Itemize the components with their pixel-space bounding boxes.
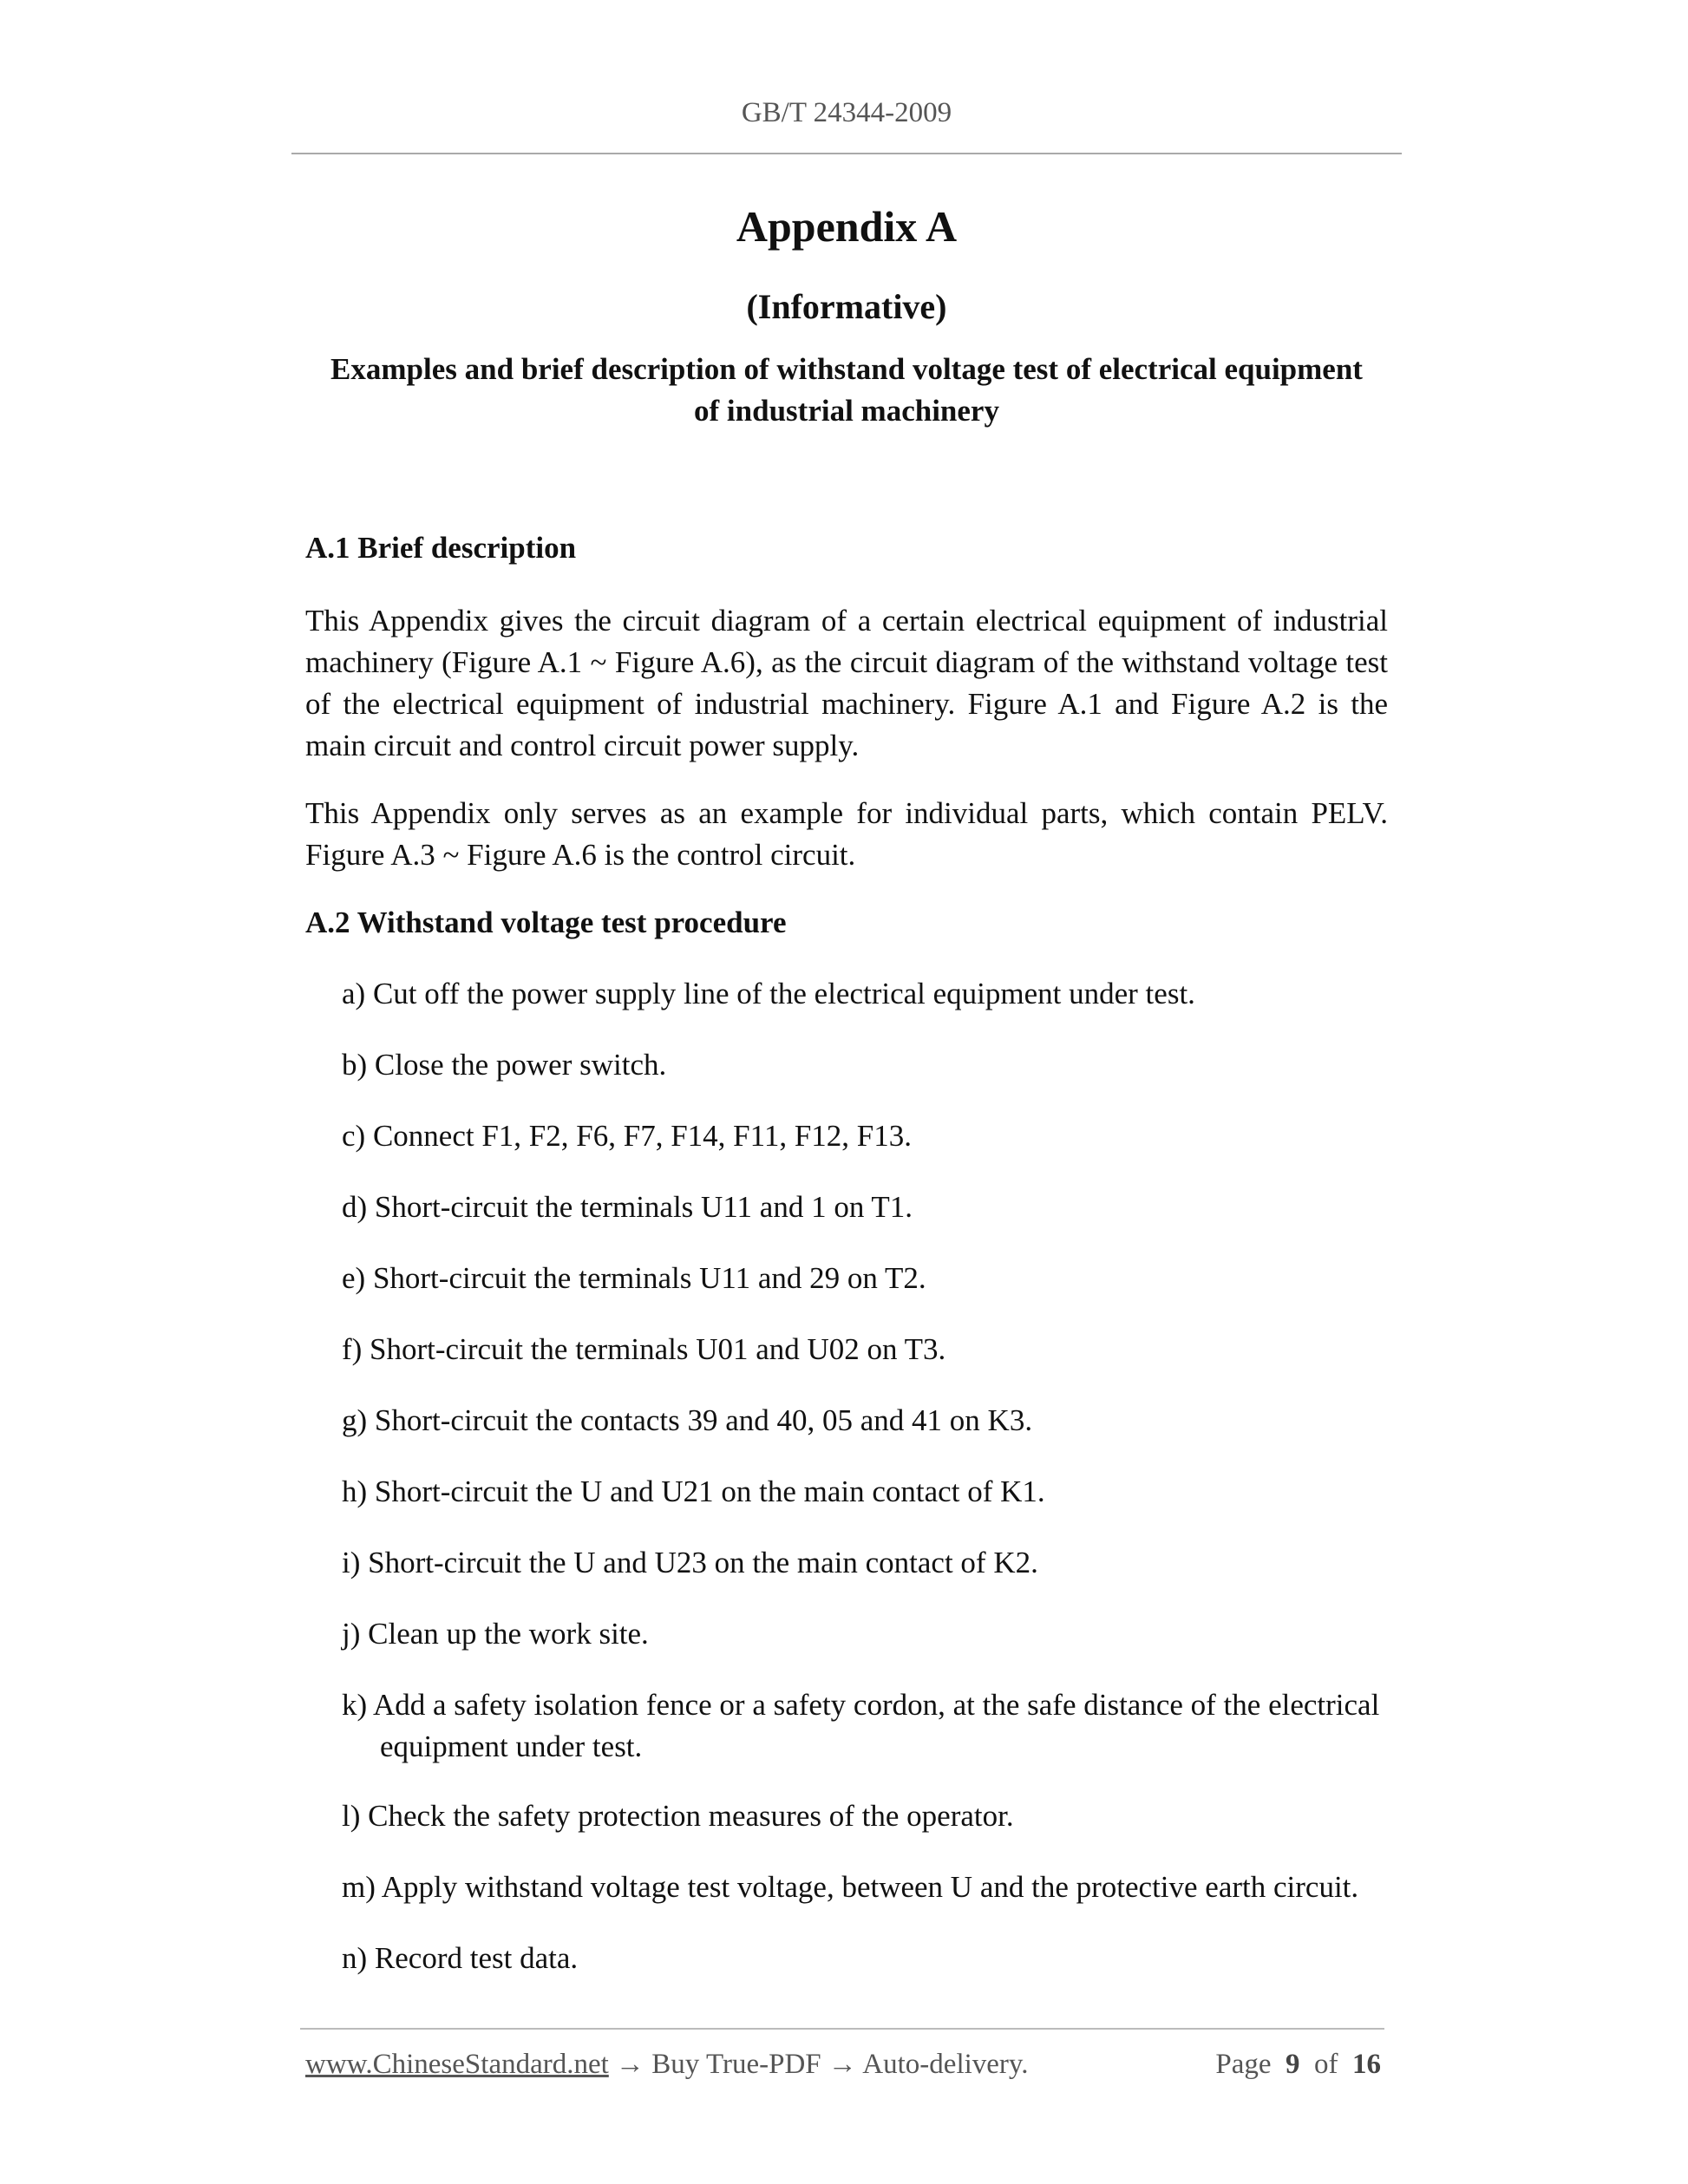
appendix-subtitle-line1: Examples and brief description of withstand voltage test of electrical equipment [330, 352, 1363, 386]
section-a1-paragraph-1: This Appendix gives the circuit diagram of a certain electrical equipment of industrial machinery (Figure A.1 ~ Figure A.6), as the circuit diagram of the withstand voltage test of the electrical equipment of industrial machinery. Figure A.1 and Figure A.2 is the main circuit and control circuit power supply. [305, 604, 1388, 762]
procedure-step-c: c) Connect F1, F2, F6, F7, F14, F11, F12, F13. [342, 1119, 913, 1153]
page-total: 16 [1352, 2049, 1381, 2080]
procedure-step-g: g) Short-circuit the contacts 39 and 40, 05 and 41 on K3. [342, 1403, 1033, 1437]
page-of-label: of [1314, 2049, 1338, 2080]
procedure-step-j: j) Clean up the work site. [342, 1617, 649, 1651]
page-counter [1215, 2049, 1381, 2081]
appendix-subtitle-line2: of industrial machinery [694, 394, 999, 428]
page-number: 9 [1286, 2049, 1300, 2080]
appendix-subtitle [291, 349, 1402, 432]
procedure-step-d: d) Short-circuit the terminals U11 and 1 on T1. [342, 1190, 913, 1224]
page-header-doc-id: GB/T 24344-2009 [741, 97, 952, 128]
procedure-step-l: l) Check the safety protection measures of the operator. [342, 1799, 1014, 1833]
appendix-informative-label: (Informative) [746, 287, 947, 326]
procedure-step-a: a) Cut off the power supply line of the electrical equipment under test. [342, 977, 1195, 1010]
appendix-title: Appendix A [736, 202, 958, 251]
procedure-step-k: k) Add a safety isolation fence or a safety cordon, at the safe distance of the electrical equipment under test. [342, 1688, 1380, 1763]
section-a1-heading: A.1 Brief description [305, 531, 577, 565]
procedure-step-h: h) Short-circuit the U and U21 on the main contact of K1. [342, 1475, 1045, 1508]
footer-divider [300, 2028, 1384, 2030]
procedure-step-i: i) Short-circuit the U and U23 on the main contact of K2. [342, 1546, 1038, 1579]
header-divider [291, 153, 1402, 154]
procedure-step-e: e) Short-circuit the terminals U11 and 29 on T2. [342, 1261, 926, 1295]
section-a1-paragraph-2: This Appendix only serves as an example for individual parts, which contain PELV. Figure A.3 ~ Figure A.6 is the control circuit. [305, 796, 1388, 872]
footer-promo [305, 2049, 1029, 2081]
procedure-step-b: b) Close the power switch. [342, 1048, 667, 1082]
section-a2-heading: A.2 Withstand voltage test procedure [305, 906, 787, 939]
page-label: Page [1215, 2049, 1272, 2080]
footer-promo-text: → Buy True-PDF → Auto-delivery. [608, 2049, 1029, 2080]
procedure-step-n: n) Record test data. [342, 1941, 579, 1975]
chinese-standard-link[interactable]: www.ChineseStandard.net [305, 2049, 609, 2080]
procedure-step-m: m) Apply withstand voltage test voltage, between U and the protective earth circuit. [342, 1870, 1359, 1904]
procedure-step-f: f) Short-circuit the terminals U01 and U02 on T3. [342, 1332, 946, 1366]
